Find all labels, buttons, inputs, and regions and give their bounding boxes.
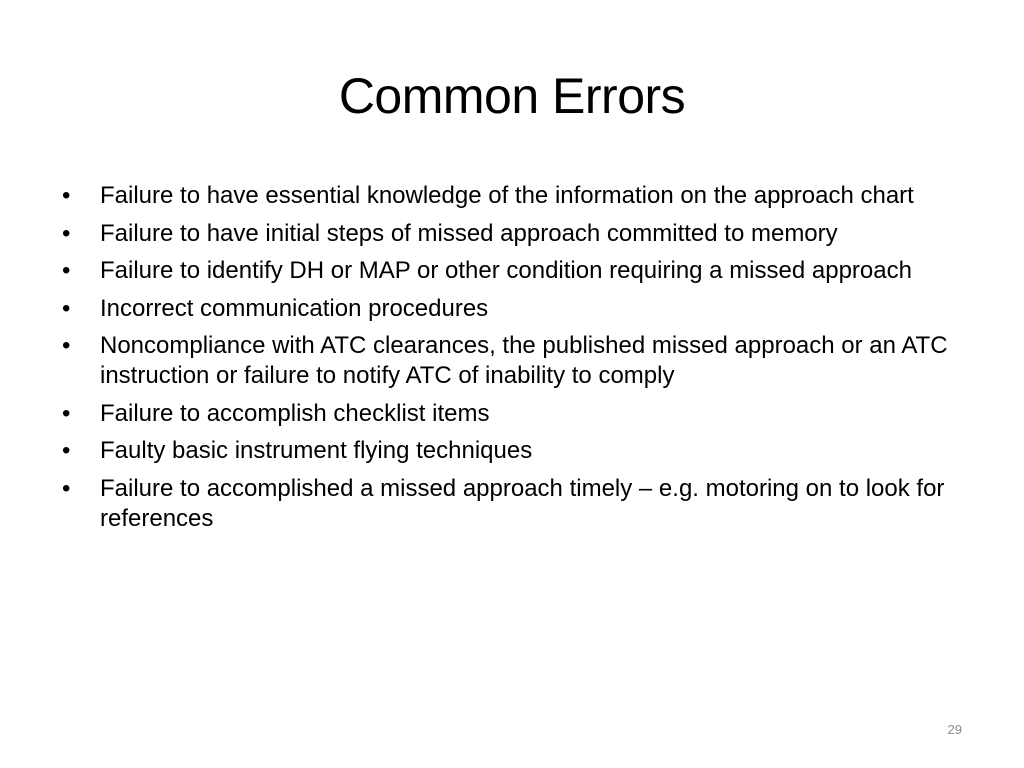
bullet-text: Incorrect communication procedures bbox=[100, 294, 489, 322]
bullet-text: Noncompliance with ATC clearances, the published missed approach or an ATC instruction or failure to notify ATC of inability to comply bbox=[100, 332, 948, 389]
bullet-text: Failure to identify DH or MAP or other condition requiring a missed approach bbox=[100, 257, 912, 284]
bullet-marker: • bbox=[62, 294, 71, 322]
bullet-marker: • bbox=[62, 219, 71, 247]
bullet-item bbox=[62, 219, 967, 249]
bullet-marker: • bbox=[62, 332, 71, 359]
bullet-item bbox=[62, 474, 967, 534]
slide-number: 29 bbox=[947, 722, 962, 737]
bullet-item bbox=[62, 181, 967, 211]
bullet-text: Failure to accomplish checklist items bbox=[100, 399, 490, 427]
bullet-marker: • bbox=[62, 474, 71, 502]
bullet-text: Failure to have initial steps of missed approach committed to memory bbox=[100, 219, 838, 247]
bullet-item bbox=[62, 331, 967, 391]
bullet-text: Failure to have essential knowledge of the information on the approach chart bbox=[100, 182, 914, 209]
bullet-text: Failure to accomplished a missed approach timely – e.g. motoring on to look for references bbox=[100, 474, 945, 532]
bullet-marker: • bbox=[62, 437, 71, 464]
bullet-item bbox=[62, 294, 967, 324]
bullet-text: Faulty basic instrument flying techniques bbox=[100, 437, 533, 464]
bullet-item bbox=[62, 399, 967, 429]
bullet-marker: • bbox=[62, 182, 71, 209]
bullet-list bbox=[62, 181, 967, 541]
bullet-marker: • bbox=[62, 257, 71, 284]
bullet-marker: • bbox=[62, 399, 71, 427]
bullet-item bbox=[62, 436, 967, 466]
bullet-item bbox=[62, 256, 967, 286]
slide-title: Common Errors bbox=[338, 68, 686, 124]
